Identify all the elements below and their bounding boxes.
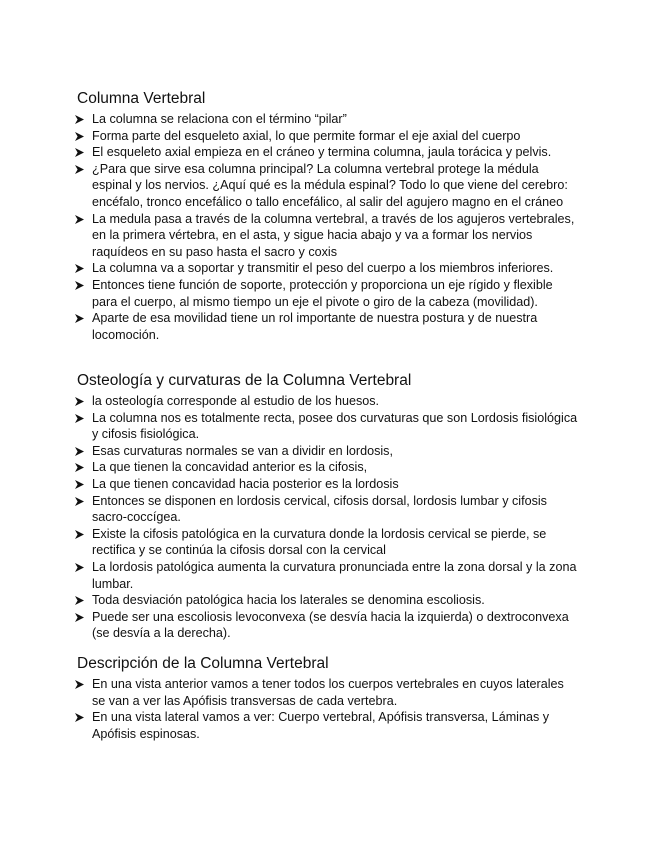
list-item [0,211,655,261]
section-descripcion [0,654,655,742]
arrowhead-bullet-icon [74,462,85,473]
arrowhead-bullet-icon [74,529,85,540]
list-item-text: La lordosis patológica aumenta la curvatura pronunciada entre la zona dorsal y la zona lumbar. [92,559,577,591]
section-columna-vertebral [0,89,655,343]
list-item [0,476,655,493]
bullet-list [0,676,655,742]
arrowhead-bullet-icon [74,147,85,158]
arrowhead-bullet-icon [74,280,85,291]
arrowhead-bullet-icon [74,595,85,606]
arrowhead-bullet-icon [74,131,85,142]
section-heading: Osteología y curvaturas de la Columna Vertebral [77,372,412,389]
list-item-text: La columna nos es totalmente recta, posee dos curvaturas que son Lordosis fisiológica y cifosis fisiológica. [92,410,578,442]
list-item [0,260,655,277]
arrowhead-bullet-icon [74,214,85,225]
arrowhead-bullet-icon [74,562,85,573]
arrowhead-bullet-icon [74,396,85,407]
bullet-list [0,393,655,642]
list-item-text: En una vista lateral vamos a ver: Cuerpo vertebral, Apófisis transversa, Láminas y Apófisis espinosas. [92,710,550,741]
list-item-text: Esas curvaturas normales se van a dividir en lordosis, [92,443,393,458]
arrowhead-bullet-icon [74,446,85,457]
list-item-text: La medula pasa a través de la columna vertebral, a través de los agujeros vertebrales, en la primera vértebra, en el asta, y sigue hacia abajo y va a formar los nervios raquídeos en su paso hasta el sacro y coxis [92,211,575,259]
section-heading: Columna Vertebral [77,90,206,107]
list-item [0,676,655,709]
list-item [0,609,655,642]
arrowhead-bullet-icon [74,612,85,623]
list-item-text: Forma parte del esqueleto axial, lo que permite formar el eje axial del cuerpo [92,128,521,143]
list-item-text: La que tienen concavidad hacia posterior es la lordosis [92,476,399,491]
list-item [0,493,655,526]
list-item-text: La que tienen la concavidad anterior es la cifosis, [92,460,368,475]
list-item [0,277,655,310]
list-item-text: Existe la cifosis patológica en la curvatura donde la lordosis cervical se pierde, se rectifica y se continúa la cifosis dorsal con la cervical [92,526,547,558]
list-item-text: Aparte de esa movilidad tiene un rol importante de nuestra postura y de nuestra locomoción. [92,311,538,342]
arrowhead-bullet-icon [74,263,85,274]
list-item-text: En una vista anterior vamos a tener todos los cuerpos vertebrales en cuyos laterales se van a ver las Apófisis transversas de cada vertebra. [92,677,564,708]
list-item-text: Entonces se disponen en lordosis cervical, cifosis dorsal, lordosis lumbar y cifosis sacro-coccígea. [92,493,547,525]
list-item-text: la osteología corresponde al estudio de los huesos. [92,394,380,408]
list-item-text: La columna va a soportar y transmitir el peso del cuerpo a los miembros inferiores. [92,261,554,276]
list-item [0,459,655,476]
list-item [0,592,655,609]
list-item-text: Entonces tiene función de soporte, protección y proporciona un eje rígido y flexible para el cuerpo, al mismo tiempo un eje el pivote o giro de la cabeza (movilidad). [92,277,553,309]
arrowhead-bullet-icon [74,496,85,507]
list-item [0,443,655,460]
list-item [0,526,655,559]
section-heading: Descripción de la Columna Vertebral [77,655,329,672]
arrowhead-bullet-icon [74,313,85,324]
list-item [0,144,655,161]
list-item-text: Puede ser una escoliosis levoconvexa (se desvía hacia la izquierda) o dextroconvexa (se desvía a la derecha). [92,609,569,641]
list-item-text: ¿Para que sirve esa columna principal? La columna vertebral protege la médula espinal y los nervios. ¿Aquí qué es la médula espinal? Todo lo que viene del cerebro: encéfalo, tronco encefálico o tallo encefálico, al salir del agujero magno en el cráneo [92,161,568,209]
list-item [0,310,655,343]
list-item-text: La columna se relaciona con el término “pilar” [92,112,347,126]
section-osteologia-curvaturas [0,371,655,642]
list-item [0,410,655,443]
list-item [0,111,655,128]
arrowhead-bullet-icon [74,679,85,690]
list-item-text: Toda desviación patológica hacia los laterales se denomina escoliosis. [92,593,485,608]
list-item [0,161,655,211]
list-item-text: El esqueleto axial empieza en el cráneo y termina columna, jaula torácica y pelvis. [92,145,552,160]
arrowhead-bullet-icon [74,114,85,125]
arrowhead-bullet-icon [74,712,85,723]
bullet-list [0,111,655,343]
list-item [0,709,655,742]
list-item [0,393,655,410]
list-item [0,559,655,592]
arrowhead-bullet-icon [74,479,85,490]
list-item [0,128,655,145]
arrowhead-bullet-icon [74,413,85,424]
arrowhead-bullet-icon [74,164,85,175]
